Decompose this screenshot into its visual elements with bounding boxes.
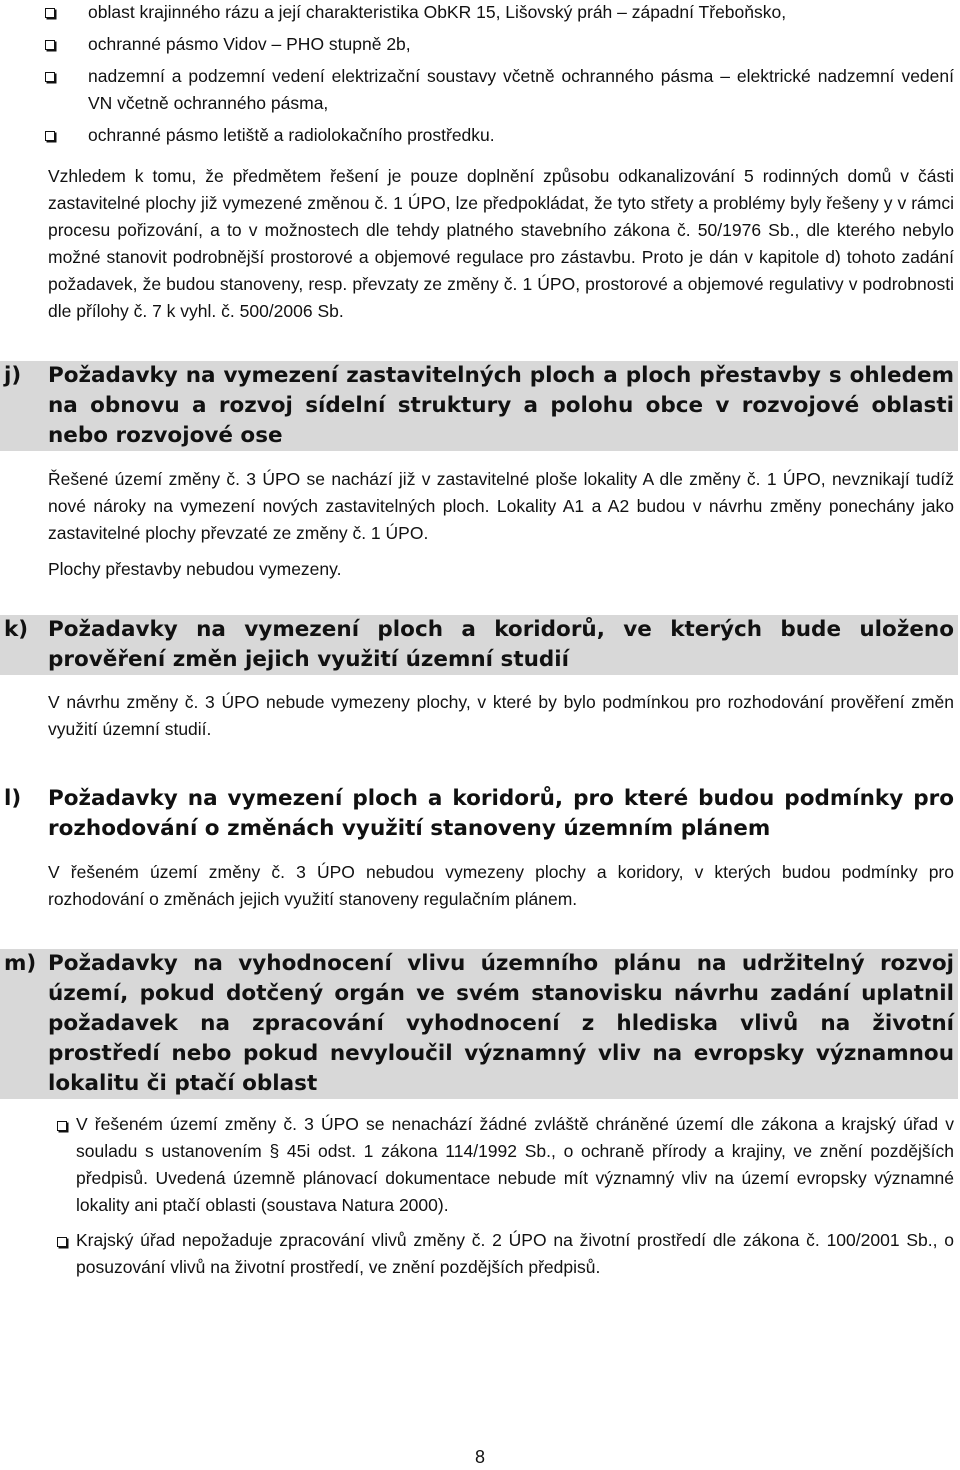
list-item: nadzemní a podzemní vedení elektrizační soustavy včetně ochranného pásma – elektrické nadzemní vedení VN včetně ochranného pásma,: [0, 63, 960, 117]
section-j-heading: [0, 361, 958, 451]
checkbox-bullet-icon: [45, 8, 55, 18]
list-item: V řešeném území změny č. 3 ÚPO se nenachází žádné zvláště chráněné území dle zákona a krajský úřad v souladu s ustanovením § 45i odst. 1 zákona 114/1992 Sb., o ochraně přírody a krajiny, ve znění pozdějších předpisů. Uvedená územně plánovací dokumentace nebude mít významný vliv na území evropsky významné lokality ani ptačí oblasti (soustava Natura 2000).: [0, 1111, 960, 1219]
section-k-heading: [0, 615, 958, 675]
section-l-heading: [0, 784, 958, 844]
section-l-paragraph: V řešeném území změny č. 3 ÚPO nebudou vymezeny plochy a koridory, v kterých budou podmínky pro rozhodování o změnách jejich využití stanoveny regulačním plánem.: [48, 862, 954, 909]
section-m-heading: [0, 949, 958, 1099]
checkbox-bullet-icon: [45, 40, 55, 50]
section-title: Požadavky na vymezení zastavitelných ploch a ploch přestavby s ohledem na obnovu a rozvoj sídelní struktury a polohu obce v rozvojové oblasti nebo rozvojové ose: [48, 363, 954, 448]
intro-paragraph: Vzhledem k tomu, že předmětem řešení je pouze doplnění způsobu odkanalizování 5 rodinných domů v části zastavitelné plochy již vymezené změnou č. 1 ÚPO, lze předpokládat, že tyto střety a problémy byly řešeny y v rámci procesu pořizování, a to v možnostech dle tehdy platného stavebního zákona č. 50/1976 Sb., dle kterého nebylo možné stanovit podrobnější prostorové a objemové regulace pro zástavbu. Proto je dán v kapitole d) tohoto zadání požadavek, že budou stanoveny, resp. převzaty ze změny č. 1 ÚPO, prostorové a objemové regulativy v podrobnosti dle přílohy č. 7 k vyhl. č. 500/2006 Sb.: [48, 166, 954, 321]
checkbox-bullet-icon: [57, 1237, 67, 1247]
list-item: oblast krajinného rázu a její charakteristika ObKR 15, Lišovský práh – západní Třeboňsko,: [0, 0, 960, 26]
page-number: 8: [474, 1447, 485, 1467]
section-j-paragraph: Řešené území změny č. 3 ÚPO se nachází již v zastavitelné ploše lokality A dle změny č. 1 ÚPO, nevznikají tudíž nové nároky na vymezení nových zastavitelných ploch. Lokality A1 a A2 budou v návrhu změny ponechány jako zastavitelné plochy převzaté ze změny č. 1 ÚPO.: [48, 469, 954, 543]
list-item: ochranné pásmo Vidov – PHO stupně 2b,: [0, 31, 960, 58]
section-title: Požadavky na vymezení ploch a koridorů, ve kterých bude uloženo prověření změn jejich využití územní studií: [48, 617, 954, 672]
section-letter: k): [4, 617, 29, 642]
section-letter: m): [4, 951, 37, 976]
checkbox-bullet-icon: [45, 72, 55, 82]
section-letter: j): [4, 363, 22, 388]
section-title: Požadavky na vymezení ploch a koridorů, pro které budou podmínky pro rozhodování o změnách využití stanoveny územním plánem: [48, 786, 954, 841]
checkbox-bullet-icon: [45, 131, 55, 141]
section-title: Požadavky na vyhodnocení vlivu územního plánu na udržitelný rozvoj území, pokud dotčený orgán ve svém stanovisku návrhu zadání uplatnil požadavek na zpracování vyhodnocení z hlediska vlivů na životní prostředí nebo pokud nevyloučil významný vliv na evropsky významnou lokalitu či ptačí oblast: [48, 951, 954, 1096]
list-item: ochranné pásmo letiště a radiolokačního prostředku.: [0, 122, 960, 149]
section-m-list: [0, 1111, 960, 1281]
checkbox-bullet-icon: [57, 1121, 67, 1131]
section-letter: l): [4, 786, 22, 811]
section-j-paragraph-2: Plochy přestavby nebudou vymezeny.: [48, 559, 342, 579]
list-item: Krajský úřad nepožaduje zpracování vlivů změny č. 2 ÚPO na životní prostředí dle zákona č. 100/2001 Sb., o posuzování vlivů na životní prostředí, ve znění pozdějších předpisů.: [0, 1227, 960, 1281]
section-k-paragraph: V návrhu změny č. 3 ÚPO nebude vymezeny plochy, v které by bylo podmínkou pro rozhodování prověření změn využití územní studií.: [48, 692, 954, 739]
constraint-list: [0, 0, 960, 149]
